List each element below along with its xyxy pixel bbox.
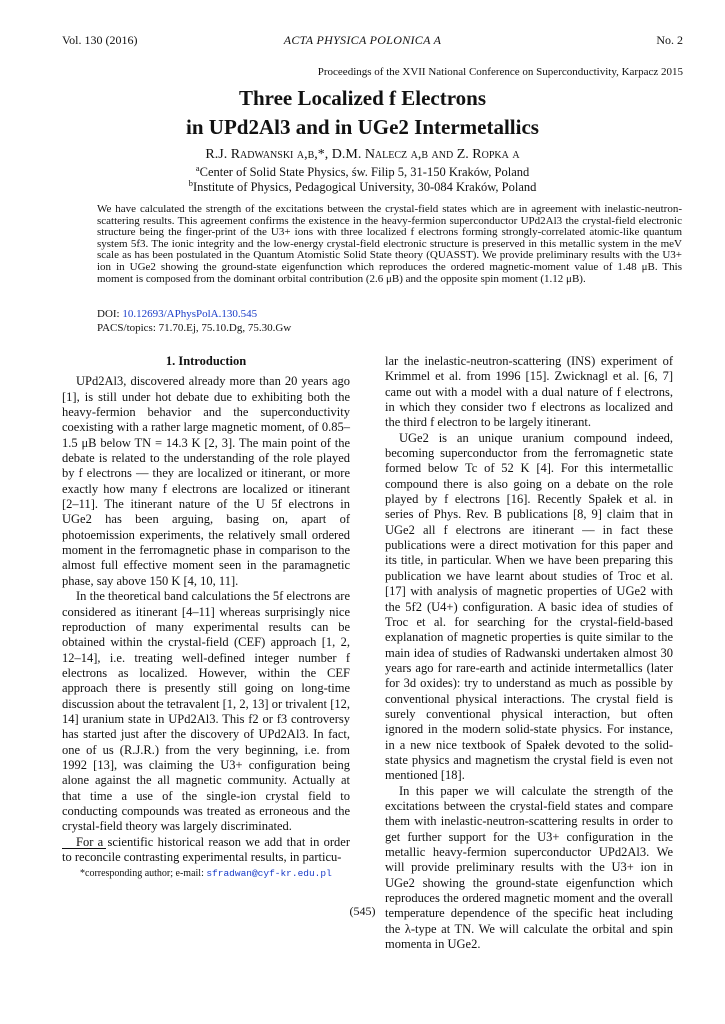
page-number: (545) (349, 904, 376, 918)
proceedings-line: Proceedings of the XVII National Conference on Superconductivity, Karpacz 2015 (317, 66, 683, 78)
journal-name: ACTA PHYSICA POLONICA A (283, 33, 442, 47)
title-line-1: Three Localized f Electrons (238, 86, 487, 110)
right-column (385, 354, 673, 952)
pacs-line: PACS/topics: 71.70.Ej, 75.10.Dg, 75.30.Gw (97, 322, 292, 334)
email-link[interactable]: sfradwan@cyf-kr.edu.pl (206, 868, 332, 879)
volume-label: Vol. 130 (2016) (62, 33, 138, 47)
affiliation-b: $^b$Institute of Physics, Pedagogical University, 30-084 Kraków, Poland (188, 177, 537, 194)
footnote-rule (62, 848, 106, 849)
paragraph: lar the inelastic-neutron-scattering (INS) experiment of Krimmel et al. from 1996 [15]. Zwicknagl et al. [6, 7] came out with a model with a dual nature of f electrons, in which they consider two f electrons as localized and the third f electron to be largely itinerant. (385, 354, 673, 430)
left-column (62, 354, 350, 865)
paragraph: In this paper we will calculate the strength of the excitations between the crystal-field states and compare them with inelastic-neutron-scattering results in order to get further support for the U3+ configuration in the metallic heavy-fermion superconductor UPd2Al3. We will provide preliminary results with the U3+ ion in UGe2 showing the ground-state eigenfunction which reproduces the ordered magnetic moment and the overall temperature dependence of the specific heat including the λ-type at TN. We will calculate the orbital and spin momenta in UGe2. (385, 783, 673, 952)
abstract: We have calculated the strength of the excitations between the crystal-field states which are in agreement with inelastic-neutron-scattering results. This agreement confirms the existence in the heavy-fermion superconductor UPd2Al3 the crystal-field electronic structure being the finger-print of the U3+ ions with three localized f electrons forming strongly-correlated atomic-like quantum system 5f3. The ionic integrity and the low-energy crystal-field electronic structure is preserved in this metallic system in the meV scale as has been postulated in the Quantum Atomistic Solid State theory (QUASST). We provide preliminary results with the U3+ ion in UGe2 showing the ground-state eigenfunction which reproduces the ordered magnetic-moment value of 1.48 μB. This moment is composed from the dominant orbital contribution (2.6 μB) and the opposite spin moment (1.12 μB). (97, 203, 682, 285)
paragraph: UGe2 is an unique uranium compound indeed, becoming superconductor from the ferromagnetic state formed below Tc of 52 K [4]. For this intermetallic compound there is also going on a debate on the role played by f electrons [16]. Recently Spałek et al. in series of Phys. Rev. B publications [8, 9] claim that in UGe2 all f electrons are itinerant — in fact these publications were a direct motivation for this paper and its title, in particular. When we have been preparing this publication we have learnt about studies of Troc et al. [17] with analysis of magnetic properties of UGe2 with the 5f2 (U4+) configuration. A basic idea of studies of Troc et al. for searching for the crystal-field-based explanation of magnetic properties is quite similar to the main idea of studies of Radwanski undertaken almost 30 years ago for rare-earth and actinide intermetallics (later for 3d oxides): try to understand as much as possible by conventional physical interactions. The crystal field is surely conventional physical interaction, but often ignored in the modern solid-state physics. For instance, in a new nice textbook of Spałek devoted to the solid-state physics and magnetism the crystal field is even not mentioned [18]. (385, 430, 673, 783)
footnote (80, 868, 332, 879)
doi-line (97, 308, 257, 320)
doi-link[interactable]: 10.12693/APhysPolA.130.545 (122, 308, 258, 320)
section-heading: 1. Introduction (165, 354, 247, 368)
issue-number: No. 2 (656, 33, 683, 47)
author-list: R.J. Radwanski a,b,*, D.M. Nalecz a,b and Z. Ropka a (205, 147, 520, 162)
doi-label: DOI: (97, 308, 120, 320)
title-line-2: in UPd2Al3 and in UGe2 Intermetallics (186, 115, 539, 139)
paragraph: UPd2Al3, discovered already more than 20 years ago [1], is still under hot debate due to exhibiting both the heavy-fermion behavior and the superconductivity coexisting with a rather large magnetic moment, of 0.85–1.5 μB below TN = 14.3 K [2, 3]. The main point of the debate is related to the understanding of the role played by f electrons — they are localized or itinerant, or more exactly how many f electrons are localized or itinerant [2–11]. The itinerant nature of the U 5f electrons in UGe2 has been arguing, basing on, apart of photoemission experiments, the relatively small ordered moment in the ferromagnetic phase in comparison to the almost full effective moment seen in the paramagnetic phase, say above 150 K [4, 10, 11]. (62, 374, 350, 588)
affiliation-a: $^a$Center of Solid State Physics, św. Filip 5, 31-150 Kraków, Poland (195, 162, 530, 179)
paragraph: For a scientific historical reason we add that in order to reconcile contrasting experimental results, in particu- (62, 834, 350, 864)
paragraph: In the theoretical band calculations the 5f electrons are considered as itinerant [4–11] whereas surprisingly nice reproduction of many experimental results can be obtained within the crystal-field (CEF) approach [1, 2, 12–14], i.e. treating well-defined integer number f electrons as localized. However, within the CEF approach there is presently still going on long-time discussion about the tetravalent [1, 2, 13] or trivalent [12, 14] uranium state in UPd2Al3. This f2 or f3 controversy has started just after the discovery of UPd2Al3. In fact, one of us (R.J.R.) from the very beginning, i.e. from 1992 [13], was claiming the U3+ configuration being alone against the all magnetic community. Actually at that time a use of the single-ion crystal field to conducting compounds was treated as erroneous and the crystal-field theory was largely discriminated. (62, 589, 350, 834)
footnote-text: *corresponding author; e-mail: (80, 868, 204, 879)
